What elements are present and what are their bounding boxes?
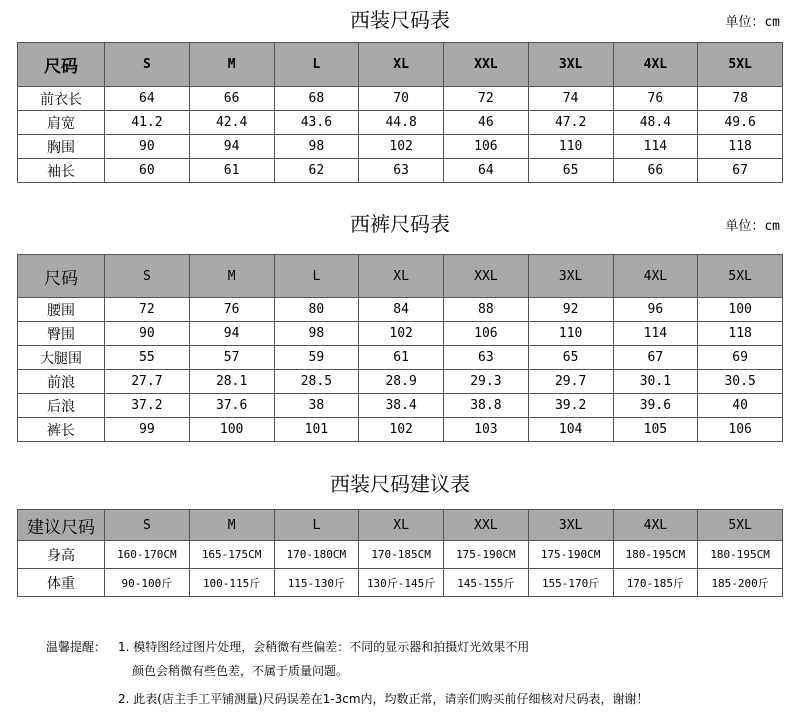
value-cell: 64: [444, 159, 529, 183]
pants-table-title: 西裤尺码表: [350, 212, 450, 236]
row-label-cell: 体重: [18, 569, 105, 597]
header-size-cell: 5XL: [698, 255, 783, 298]
value-cell: 63: [359, 159, 444, 183]
value-cell: 74: [528, 87, 613, 111]
value-cell: 76: [613, 87, 698, 111]
value-cell: 106: [698, 418, 783, 442]
value-cell: 38.4: [359, 394, 444, 418]
pants-unit-label: 单位：cm: [725, 219, 780, 234]
table-row: [18, 159, 783, 183]
header-size-cell: XXL: [444, 43, 529, 87]
value-cell: 30.5: [698, 370, 783, 394]
value-cell: 66: [613, 159, 698, 183]
value-cell: 90: [105, 322, 190, 346]
table-row: [18, 418, 783, 442]
row-label-cell: 臀围: [18, 322, 105, 346]
value-cell: 76: [189, 298, 274, 322]
value-cell: 55: [105, 346, 190, 370]
value-cell: 102: [359, 135, 444, 159]
header-size-cell: M: [189, 510, 274, 541]
value-cell: 94: [189, 135, 274, 159]
header-label-cell: 尺码: [18, 255, 105, 298]
value-cell: 65: [528, 159, 613, 183]
value-cell: 80: [274, 298, 359, 322]
value-cell: 66: [189, 87, 274, 111]
value-cell: 40: [698, 394, 783, 418]
header-size-cell: XXL: [444, 510, 529, 541]
value-cell: 165-175CM: [189, 541, 274, 569]
value-cell: 114: [613, 135, 698, 159]
header-size-cell: XL: [359, 510, 444, 541]
header-size-cell: 3XL: [528, 255, 613, 298]
value-cell: 130斤-145斤: [359, 569, 444, 597]
row-label-cell: 袖长: [18, 159, 105, 183]
value-cell: 114: [613, 322, 698, 346]
value-cell: 47.2: [528, 111, 613, 135]
row-label-cell: 前浪: [18, 370, 105, 394]
header-size-cell: L: [274, 43, 359, 87]
value-cell: 160-170CM: [105, 541, 190, 569]
value-cell: 100: [189, 418, 274, 442]
table-row: [18, 370, 783, 394]
header-row: [18, 255, 783, 298]
value-cell: 100-115斤: [189, 569, 274, 597]
value-cell: 98: [274, 322, 359, 346]
value-cell: 63: [444, 346, 529, 370]
value-cell: 110: [528, 135, 613, 159]
value-cell: 99: [105, 418, 190, 442]
value-cell: 110: [528, 322, 613, 346]
value-cell: 180-195CM: [698, 541, 783, 569]
header-label-cell: 尺码: [18, 43, 105, 87]
header-size-cell: 4XL: [613, 510, 698, 541]
header-size-cell: M: [189, 255, 274, 298]
value-cell: 90-100斤: [105, 569, 190, 597]
value-cell: 29.3: [444, 370, 529, 394]
value-cell: 37.2: [105, 394, 190, 418]
header-row: [18, 43, 783, 87]
value-cell: 170-180CM: [274, 541, 359, 569]
row-label-cell: 身高: [18, 541, 105, 569]
value-cell: 39.6: [613, 394, 698, 418]
value-cell: 100: [698, 298, 783, 322]
advice-table-title: 西装尺码建议表: [330, 472, 470, 496]
value-cell: 28.5: [274, 370, 359, 394]
value-cell: 145-155斤: [444, 569, 529, 597]
row-label-cell: 前衣长: [18, 87, 105, 111]
row-label-cell: 胸围: [18, 135, 105, 159]
value-cell: 72: [444, 87, 529, 111]
value-cell: 98: [274, 135, 359, 159]
header-size-cell: M: [189, 43, 274, 87]
value-cell: 44.8: [359, 111, 444, 135]
header-size-cell: L: [274, 510, 359, 541]
table-row: [18, 298, 783, 322]
note-item-1-line-1: 1. 模特图经过图片处理，会稍微有些偏差：不同的显示器和拍摄灯光效果不用: [118, 640, 530, 654]
value-cell: 170-185斤: [613, 569, 698, 597]
note-item-2: 2. 此表(店主手工平铺测量)尺码误差在1-3cm内，均数正常，请亲们购买前仔细核对尺码表，谢谢！: [118, 692, 649, 706]
value-cell: 28.1: [189, 370, 274, 394]
value-cell: 180-195CM: [613, 541, 698, 569]
value-cell: 65: [528, 346, 613, 370]
table-row: [18, 135, 783, 159]
value-cell: 90: [105, 135, 190, 159]
value-cell: 59: [274, 346, 359, 370]
header-size-cell: S: [105, 510, 190, 541]
value-cell: 101: [274, 418, 359, 442]
header-label-cell: 建议尺码: [18, 510, 105, 541]
value-cell: 69: [698, 346, 783, 370]
header-size-cell: 4XL: [613, 43, 698, 87]
note-item-1-line-2: 颜色会稍微有些色差，不属于质量问题。: [132, 664, 349, 678]
value-cell: 49.6: [698, 111, 783, 135]
value-cell: 29.7: [528, 370, 613, 394]
value-cell: 27.7: [105, 370, 190, 394]
header-size-cell: XXL: [444, 255, 529, 298]
value-cell: 72: [105, 298, 190, 322]
table-row: [18, 394, 783, 418]
value-cell: 102: [359, 322, 444, 346]
row-label-cell: 腰围: [18, 298, 105, 322]
value-cell: 41.2: [105, 111, 190, 135]
value-cell: 39.2: [528, 394, 613, 418]
value-cell: 175-190CM: [444, 541, 529, 569]
row-label-cell: 肩宽: [18, 111, 105, 135]
value-cell: 38: [274, 394, 359, 418]
row-label-cell: 大腿围: [18, 346, 105, 370]
header-size-cell: 4XL: [613, 255, 698, 298]
value-cell: 43.6: [274, 111, 359, 135]
table-row: [18, 569, 783, 597]
value-cell: 37.6: [189, 394, 274, 418]
table-row: [18, 87, 783, 111]
size-advice-table: [17, 509, 783, 597]
value-cell: 103: [444, 418, 529, 442]
header-size-cell: S: [105, 255, 190, 298]
value-cell: 28.9: [359, 370, 444, 394]
row-label-cell: 后浪: [18, 394, 105, 418]
header-row: [18, 510, 783, 541]
value-cell: 175-190CM: [528, 541, 613, 569]
value-cell: 84: [359, 298, 444, 322]
notes-label: 温馨提醒：: [46, 640, 107, 654]
value-cell: 155-170斤: [528, 569, 613, 597]
value-cell: 105: [613, 418, 698, 442]
value-cell: 104: [528, 418, 613, 442]
value-cell: 64: [105, 87, 190, 111]
value-cell: 68: [274, 87, 359, 111]
value-cell: 96: [613, 298, 698, 322]
table-row: [18, 346, 783, 370]
value-cell: 70: [359, 87, 444, 111]
value-cell: 185-200斤: [698, 569, 783, 597]
value-cell: 46: [444, 111, 529, 135]
value-cell: 118: [698, 135, 783, 159]
value-cell: 61: [359, 346, 444, 370]
value-cell: 88: [444, 298, 529, 322]
header-size-cell: 3XL: [528, 43, 613, 87]
value-cell: 61: [189, 159, 274, 183]
table-row: [18, 322, 783, 346]
row-label-cell: 裤长: [18, 418, 105, 442]
value-cell: 92: [528, 298, 613, 322]
header-size-cell: 5XL: [698, 43, 783, 87]
value-cell: 57: [189, 346, 274, 370]
jacket-size-table: [17, 42, 783, 183]
value-cell: 30.1: [613, 370, 698, 394]
value-cell: 67: [613, 346, 698, 370]
header-size-cell: 3XL: [528, 510, 613, 541]
table-row: [18, 541, 783, 569]
value-cell: 118: [698, 322, 783, 346]
jacket-table-title: 西装尺码表: [350, 8, 450, 32]
value-cell: 38.8: [444, 394, 529, 418]
value-cell: 106: [444, 135, 529, 159]
value-cell: 102: [359, 418, 444, 442]
value-cell: 106: [444, 322, 529, 346]
value-cell: 94: [189, 322, 274, 346]
value-cell: 67: [698, 159, 783, 183]
header-size-cell: L: [274, 255, 359, 298]
value-cell: 60: [105, 159, 190, 183]
jacket-unit-label: 单位：cm: [725, 15, 780, 30]
header-size-cell: XL: [359, 255, 444, 298]
value-cell: 115-130斤: [274, 569, 359, 597]
header-size-cell: XL: [359, 43, 444, 87]
value-cell: 48.4: [613, 111, 698, 135]
value-cell: 62: [274, 159, 359, 183]
value-cell: 78: [698, 87, 783, 111]
value-cell: 42.4: [189, 111, 274, 135]
value-cell: 170-185CM: [359, 541, 444, 569]
table-row: [18, 111, 783, 135]
pants-size-table: [17, 254, 783, 442]
header-size-cell: S: [105, 43, 190, 87]
header-size-cell: 5XL: [698, 510, 783, 541]
